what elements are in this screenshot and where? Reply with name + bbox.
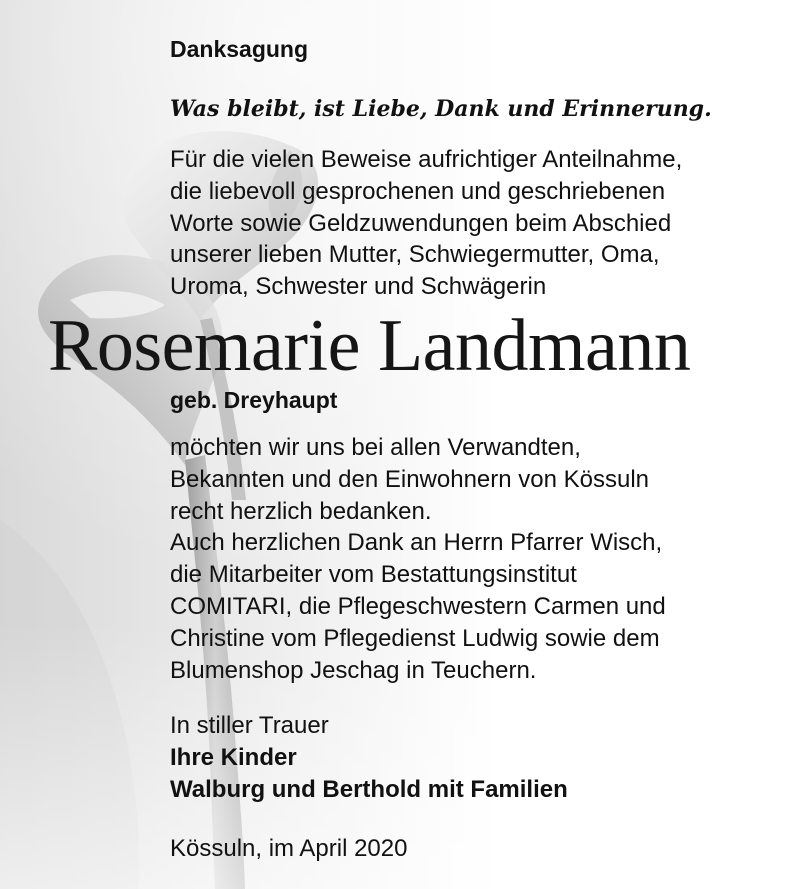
thanks-line: Christine vom Pflegedienst Ludwig sowie dem (170, 624, 660, 652)
intro-line: Worte sowie Geldzuwendungen beim Abschied (170, 209, 672, 237)
thanks-line: die Mitarbeiter vom Bestattungsinstitut (170, 561, 577, 589)
maiden-name: geb. Dreyhaupt (170, 387, 338, 413)
mourning-label: In stiller Trauer (170, 712, 329, 739)
place-and-date: Kössuln, im April 2020 (170, 835, 408, 862)
thanks-line: möchten wir uns bei allen Verwandten, (170, 434, 581, 461)
notice-heading: Danksagung (170, 36, 309, 62)
thanks-paragraph (170, 432, 666, 686)
intro-line: Für die vielen Beweise aufrichtiger Anteilnahme, (170, 146, 683, 173)
signer-line: Walburg und Berthold mit Familien (170, 776, 568, 803)
thanks-line: Auch herzlichen Dank an Herrn Pfarrer Wisch, (170, 529, 663, 557)
intro-paragraph (170, 144, 682, 303)
intro-line: die liebevoll gesprochenen und geschriebenen (170, 177, 666, 205)
thanks-line: recht herzlich bedanken. (170, 497, 432, 525)
thanks-line: Bekannten und den Einwohnern von Kössuln (170, 465, 650, 493)
signer-line: Ihre Kinder (170, 744, 297, 771)
deceased-name: Rosemarie Landmann (48, 305, 691, 387)
thanks-line: Blumenshop Jeschag in Teuchern. (170, 656, 537, 684)
thanks-line: COMITARI, die Pflegeschwestern Carmen und (170, 592, 666, 620)
intro-line: unserer lieben Mutter, Schwiegermutter, Oma, (170, 241, 660, 269)
notice-motto: Was bleibt, ist Liebe, Dank und Erinnerung. (170, 96, 712, 122)
intro-line: Uroma, Schwester und Schwägerin (170, 273, 547, 301)
